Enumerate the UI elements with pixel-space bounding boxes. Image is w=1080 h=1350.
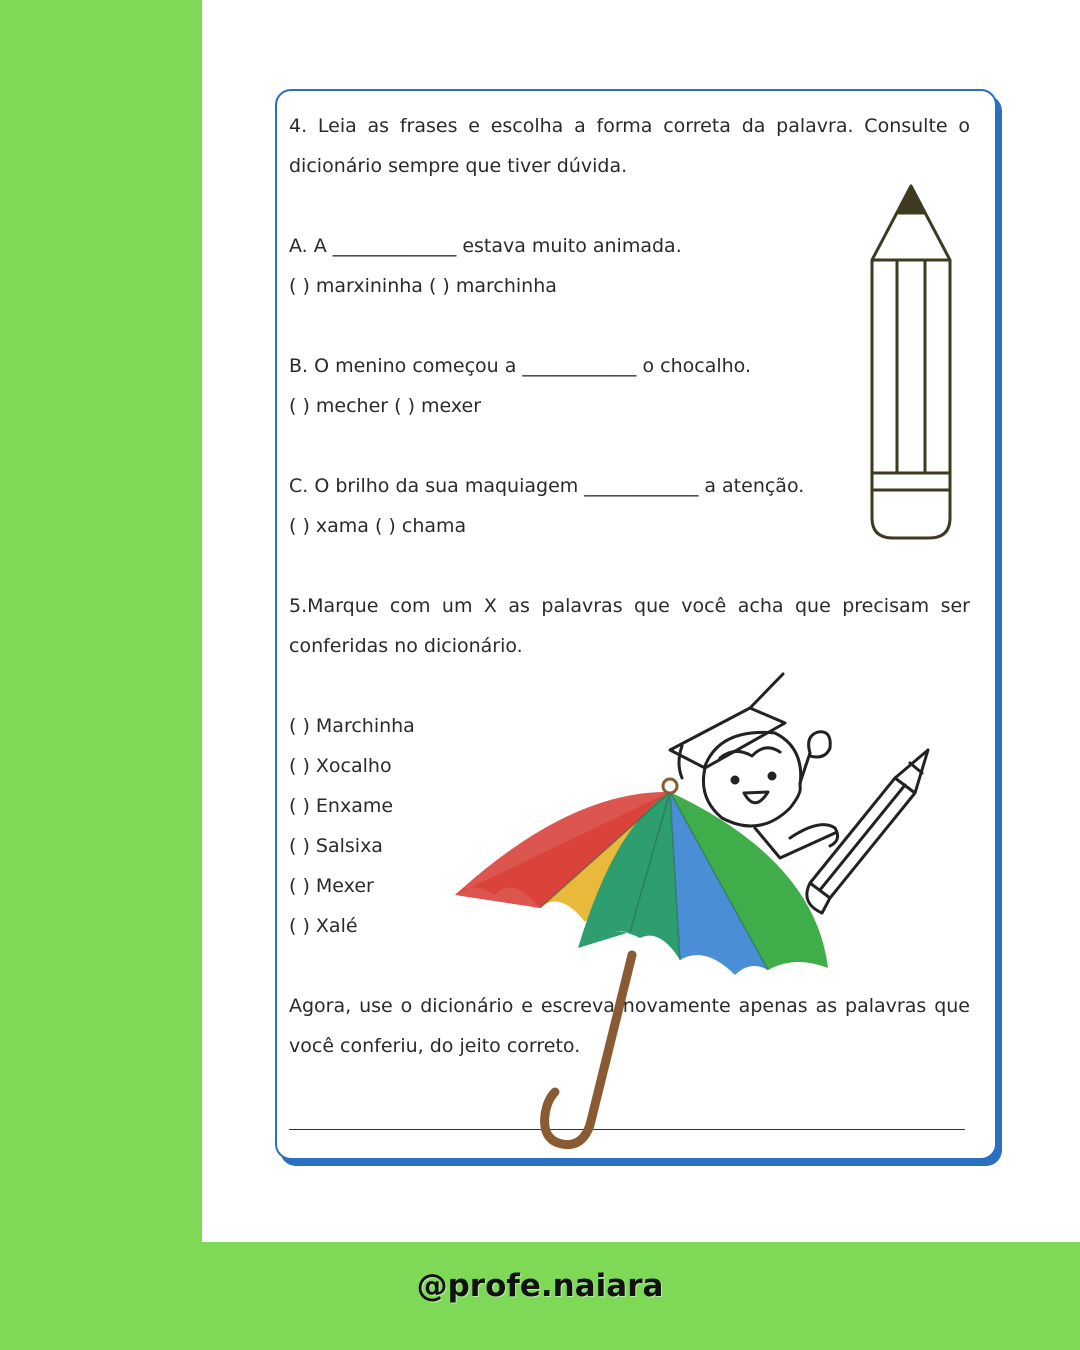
instagram-handle: @profe.naiara — [416, 1268, 664, 1304]
exercise-4-item-c-options: ( ) xama ( ) chama — [289, 515, 467, 537]
exercise-5-instruction: 5.Marque com um X as palavras que você acha que precisam ser conferidas no dicionário. — [289, 595, 970, 657]
exercise-4-item-b-sentence: B. O menino começou a ____________ o chocalho. — [289, 355, 751, 377]
exercise-4-instruction: 4. Leia as frases e escolha a forma correta da palavra. Consulte o dicionário sempre que tiver dúvida. — [289, 115, 970, 177]
exercise-4-item-b-options: ( ) mecher ( ) mexer — [289, 395, 482, 417]
exercise-5-word-1: ( ) Marchinha — [289, 715, 415, 737]
exercise-5-word-2: ( ) Xocalho — [289, 755, 392, 777]
exercise-5-followup: Agora, use o dicionário e escreva novamente apenas as palavras que você conferiu, do jeito correto. — [289, 995, 970, 1057]
exercise-5-word-6: ( ) Xalé — [289, 915, 358, 937]
exercise-5-word-3: ( ) Enxame — [289, 795, 394, 817]
exercise-5-word-5: ( ) Mexer — [289, 875, 374, 897]
exercise-4-item-a-options: ( ) marxininha ( ) marchinha — [289, 275, 557, 297]
pencil-icon — [865, 183, 960, 545]
exercise-5-word-4: ( ) Salsixa — [289, 835, 383, 857]
exercise-4-item-c-sentence: C. O brilho da sua maquiagem ____________ a atenção. — [289, 475, 805, 497]
exercise-4-item-a-sentence: A. A _____________ estava muito animada. — [289, 235, 682, 257]
umbrella-icon — [450, 770, 840, 1160]
